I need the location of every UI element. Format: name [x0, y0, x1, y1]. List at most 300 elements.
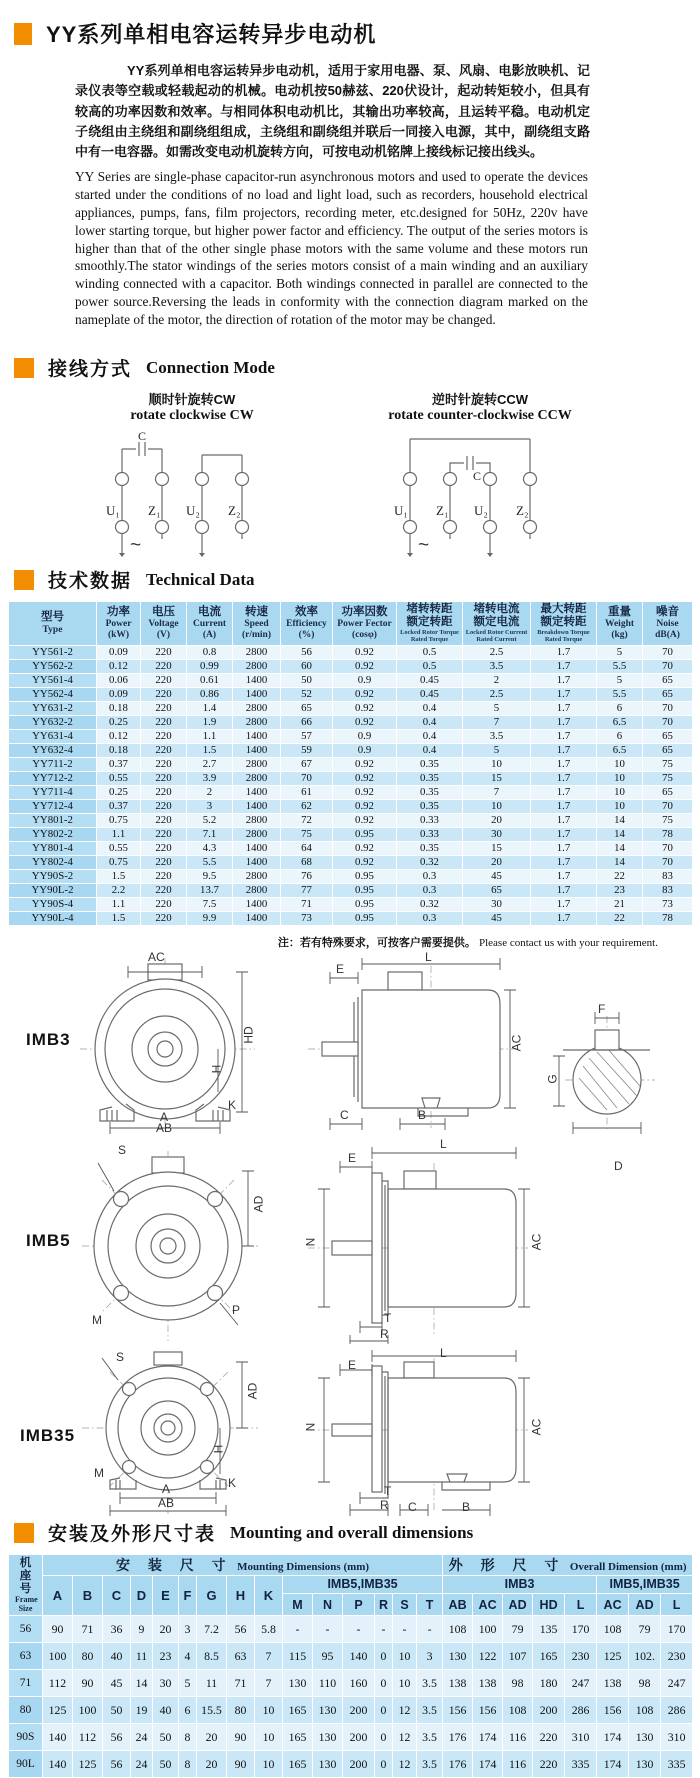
mount-col-header: D	[131, 1575, 153, 1615]
tech-value: 1400	[233, 841, 281, 855]
tech-value: 0.12	[97, 729, 141, 743]
dim-label: AC	[529, 1418, 544, 1435]
section-title-cn: 安装及外形尺寸表	[48, 1524, 217, 1546]
tech-value: 1.7	[531, 757, 597, 771]
tech-value: 1.7	[531, 687, 597, 701]
tech-value: 1.7	[531, 855, 597, 869]
mount-value: 7.2	[197, 1616, 227, 1643]
tech-value: 14	[597, 841, 643, 855]
motor-type: YY801-4	[9, 841, 97, 855]
tech-value: 7.1	[187, 827, 233, 841]
connection-diagrams	[0, 387, 700, 559]
tech-value: 0.95	[333, 911, 397, 925]
tech-value: 30	[463, 897, 531, 911]
tech-value: 1400	[233, 855, 281, 869]
tech-value: 14	[597, 827, 643, 841]
tech-value: 6	[597, 701, 643, 715]
tech-value: 22	[597, 869, 643, 883]
mount-header-row2	[9, 1575, 693, 1593]
mount-value: 63	[227, 1643, 255, 1670]
tech-value: 2800	[233, 883, 281, 897]
page-header	[0, 0, 700, 49]
tech-value: 0.92	[333, 757, 397, 771]
tech-value: 2800	[233, 659, 281, 673]
tech-value: 220	[141, 883, 187, 897]
mount-value: 7	[255, 1643, 283, 1670]
section-title-en: Mounting and overall dimensions	[230, 1522, 474, 1542]
dim-label: R	[380, 1326, 389, 1341]
tech-table-row	[9, 645, 693, 659]
tech-value: 1.1	[187, 729, 233, 743]
mount-value: 50	[153, 1724, 179, 1751]
mount-value: 90	[227, 1724, 255, 1751]
dim-label: A	[162, 1481, 171, 1496]
mount-value: 45	[103, 1670, 131, 1697]
mount-value: 230	[565, 1643, 597, 1670]
mount-col-header: AD	[503, 1594, 533, 1616]
mount-value: 23	[153, 1643, 179, 1670]
tech-table-row	[9, 911, 693, 925]
tech-table-row	[9, 771, 693, 785]
tech-value: 1.4	[187, 701, 233, 715]
mount-table-row	[9, 1670, 693, 1697]
tech-value: 1400	[233, 729, 281, 743]
mount-value: 174	[597, 1724, 629, 1751]
tech-value: 5	[597, 673, 643, 687]
section-mounting-dimensions	[0, 1518, 700, 1548]
tech-value: 20	[463, 855, 531, 869]
mount-col-header: N	[313, 1594, 343, 1616]
mount-col-header: AB	[443, 1594, 473, 1616]
tech-value: 1400	[233, 799, 281, 813]
tech-value: 0.8	[187, 645, 233, 659]
mount-value: 335	[661, 1751, 693, 1778]
mount-value: 56	[103, 1724, 131, 1751]
tech-value: 1.7	[531, 743, 597, 757]
tech-value: 0.37	[97, 757, 141, 771]
tech-value: 0.75	[97, 855, 141, 869]
motor-type: YY90L-4	[9, 911, 97, 925]
mount-value: 4	[179, 1643, 197, 1670]
tech-col-header: 电流 Current (A)	[187, 601, 233, 645]
mount-value: 220	[533, 1751, 565, 1778]
tech-value: 1400	[233, 897, 281, 911]
mount-value: 110	[313, 1670, 343, 1697]
tech-value: 1.7	[531, 771, 597, 785]
tech-value: 0.37	[97, 799, 141, 813]
mount-value: 8	[179, 1724, 197, 1751]
motor-type: YY632-4	[9, 743, 97, 757]
mount-value: 200	[343, 1724, 375, 1751]
mount-value: 3.5	[417, 1670, 443, 1697]
motor-type: YY561-2	[9, 645, 97, 659]
tech-value: 0.25	[97, 715, 141, 729]
ccw-terminal-z2: Z₂	[516, 502, 529, 518]
mount-value: 36	[103, 1616, 131, 1643]
tech-value: 9.9	[187, 911, 233, 925]
mount-value: 10	[255, 1697, 283, 1724]
dim-label: S	[116, 1349, 125, 1364]
tech-value: 0.09	[97, 687, 141, 701]
tech-value: 0.55	[97, 771, 141, 785]
mount-value: 174	[597, 1751, 629, 1778]
ccw-caption: 逆时针旋转CCW rotate counter-clockwise CCW	[388, 391, 572, 423]
tech-value: 2800	[233, 645, 281, 659]
mount-value: 160	[343, 1670, 375, 1697]
motor-type: YY562-2	[9, 659, 97, 673]
mount-value: 11	[197, 1670, 227, 1697]
mount-value: 98	[629, 1670, 661, 1697]
tech-value: 2800	[233, 757, 281, 771]
tech-col-header: 转速 Speed (r/min)	[233, 601, 281, 645]
tech-table-row	[9, 841, 693, 855]
tech-col-header: 噪音 Noise dB(A)	[643, 601, 693, 645]
mount-value: 8.5	[197, 1643, 227, 1670]
mount-col-header: R	[375, 1594, 393, 1616]
tech-value: 13.7	[187, 883, 233, 897]
tech-col-header: 效率 Efficiency (%)	[281, 601, 333, 645]
mount-value: 95	[313, 1643, 343, 1670]
mounting-dimensions-table	[8, 1554, 693, 1778]
tech-value: 5.2	[187, 813, 233, 827]
tech-value: 73	[643, 897, 693, 911]
mount-value: 90	[43, 1616, 73, 1643]
mount-value: 10	[393, 1670, 417, 1697]
tech-value: 65	[643, 673, 693, 687]
ccw-terminal-u1: U₁	[394, 502, 408, 518]
tech-value: 10	[597, 757, 643, 771]
tech-col-header: 电压 Voltage (V)	[141, 601, 187, 645]
mount-table-row	[9, 1643, 693, 1670]
tech-value: 70	[643, 659, 693, 673]
tech-value: 10	[597, 785, 643, 799]
frame-size: 80	[9, 1697, 43, 1724]
tech-table-row	[9, 673, 693, 687]
tech-value: 0.95	[333, 869, 397, 883]
tech-value: 0.92	[333, 771, 397, 785]
mount-value: 12	[393, 1751, 417, 1778]
tech-value: 2800	[233, 701, 281, 715]
tech-value: 1400	[233, 673, 281, 687]
tech-value: 14	[597, 813, 643, 827]
tech-value: 10	[597, 799, 643, 813]
tech-value: 0.99	[187, 659, 233, 673]
tech-value: 0.92	[333, 813, 397, 827]
mount-value: 156	[597, 1697, 629, 1724]
mount-value: 19	[131, 1697, 153, 1724]
tech-value: 220	[141, 743, 187, 757]
mount-value: 112	[43, 1670, 73, 1697]
imb5-label: IMB5	[26, 1230, 71, 1250]
cw-terminal-z1: Z₁	[148, 502, 161, 518]
imb3-shaft-section	[545, 1008, 670, 1135]
tech-value: 0.45	[397, 687, 463, 701]
dim-label: E	[336, 961, 345, 976]
tech-value: 0.32	[397, 897, 463, 911]
motor-type: YY712-2	[9, 771, 97, 785]
mount-value: 286	[565, 1697, 597, 1724]
tech-value: 78	[643, 827, 693, 841]
mount-value: 170	[565, 1616, 597, 1643]
tech-value: 0.92	[333, 841, 397, 855]
dim-label: HD	[241, 1025, 256, 1044]
tech-value: 0.33	[397, 813, 463, 827]
mount-value: 71	[227, 1670, 255, 1697]
mount-value: 200	[343, 1751, 375, 1778]
frame-size: 90L	[9, 1751, 43, 1778]
tech-value: 0.4	[397, 701, 463, 715]
mount-value: 130	[629, 1724, 661, 1751]
mount-value: 0	[375, 1697, 393, 1724]
tech-value: 0.92	[333, 659, 397, 673]
tech-value: 70	[643, 715, 693, 729]
mount-value: 5	[179, 1670, 197, 1697]
tech-value: 0.95	[333, 827, 397, 841]
mount-col-header: H	[227, 1575, 255, 1615]
dim-label: AC	[509, 1034, 524, 1051]
dim-label: A	[160, 1109, 169, 1124]
tech-value: 1.5	[187, 743, 233, 757]
tech-value: 2800	[233, 771, 281, 785]
tech-table-row	[9, 897, 693, 911]
mount-value: 56	[103, 1751, 131, 1778]
tech-value: 73	[281, 911, 333, 925]
dim-label: B	[418, 1107, 427, 1122]
tech-value: 75	[281, 827, 333, 841]
mount-value: 3	[417, 1643, 443, 1670]
tech-value: 2.2	[97, 883, 141, 897]
mount-col-header: L	[565, 1594, 597, 1616]
mount-value: 130	[283, 1670, 313, 1697]
tech-value: 65	[643, 687, 693, 701]
frame-size-header: 机座号 Frame Size	[9, 1554, 43, 1615]
tech-col-header: 堵转转距 额定转距 Locked Rotor Torque Rated Torque	[397, 601, 463, 645]
tech-value: 0.92	[333, 701, 397, 715]
tech-value: 220	[141, 729, 187, 743]
ccw-capacitor-label: C	[473, 468, 482, 483]
dim-label: AD	[245, 1382, 260, 1399]
tech-col-header: 堵转电流 额定电流 Locked Rotor Current Rated Current	[463, 601, 531, 645]
mount-subgroup-header: IMB5,IMB35	[597, 1575, 693, 1593]
mount-value: 165	[533, 1643, 565, 1670]
mount-value: 170	[661, 1616, 693, 1643]
tech-value: 0.35	[397, 757, 463, 771]
tech-value: 0.3	[397, 883, 463, 897]
mount-value: 247	[565, 1670, 597, 1697]
mount-value: 9	[131, 1616, 153, 1643]
tech-value: 1.7	[531, 785, 597, 799]
tech-value: 5	[463, 743, 531, 757]
tech-value: 0.06	[97, 673, 141, 687]
dim-label: L	[440, 1345, 447, 1360]
tech-value: 75	[643, 757, 693, 771]
tech-value: 1400	[233, 785, 281, 799]
dim-label: K	[228, 1097, 237, 1112]
dim-label: AB	[156, 1120, 173, 1135]
tech-value: 4.3	[187, 841, 233, 855]
mount-value: 130	[313, 1751, 343, 1778]
tech-value: 20	[463, 813, 531, 827]
tech-col-header: 功率 Power (kW)	[97, 601, 141, 645]
tech-value: 0.4	[397, 743, 463, 757]
mount-value: 0	[375, 1643, 393, 1670]
mount-value: 108	[503, 1697, 533, 1724]
tech-table-row	[9, 757, 693, 771]
mount-value: 20	[197, 1724, 227, 1751]
imb35-diagram-row	[0, 1345, 700, 1518]
dim-label: C	[340, 1107, 349, 1122]
tech-value: 71	[281, 897, 333, 911]
section-title-en: Connection Mode	[146, 357, 275, 377]
tech-value: 77	[281, 883, 333, 897]
tech-value: 67	[281, 757, 333, 771]
dim-label: H	[211, 1444, 226, 1453]
mount-value: 310	[661, 1724, 693, 1751]
orange-bullet-icon	[14, 1523, 34, 1543]
tech-value: 220	[141, 687, 187, 701]
imb3-label: IMB3	[26, 1029, 71, 1049]
mount-value: -	[417, 1616, 443, 1643]
tech-value: 220	[141, 659, 187, 673]
dim-label: D	[614, 1158, 623, 1173]
mount-value: 71	[73, 1616, 103, 1643]
tech-value: 0.5	[397, 645, 463, 659]
mount-value: 6	[179, 1697, 197, 1724]
tech-value: 45	[463, 869, 531, 883]
mount-value: 20	[197, 1751, 227, 1778]
tech-value: 2.5	[463, 645, 531, 659]
section-title-en: Technical Data	[146, 569, 255, 589]
tech-value: 1.9	[187, 715, 233, 729]
mount-value: 30	[153, 1670, 179, 1697]
tech-table-row	[9, 729, 693, 743]
tech-value: 0.95	[333, 897, 397, 911]
motor-type: YY802-2	[9, 827, 97, 841]
tech-value: 65	[463, 883, 531, 897]
overall-dims-group-header: 外 形 尺 寸 Overall Dimension (mm)	[443, 1554, 693, 1575]
mount-value: 108	[629, 1697, 661, 1724]
mount-value: 165	[283, 1751, 313, 1778]
mount-value: 122	[473, 1643, 503, 1670]
frame-size: 63	[9, 1643, 43, 1670]
tech-table-row	[9, 869, 693, 883]
tech-value: 0.4	[397, 715, 463, 729]
mount-value: 174	[473, 1751, 503, 1778]
tech-value: 1.7	[531, 715, 597, 729]
ccw-terminal-z1: Z₁	[436, 502, 449, 518]
mount-value: 130	[313, 1697, 343, 1724]
mount-value: 130	[313, 1724, 343, 1751]
tech-value: 6.5	[597, 743, 643, 757]
mount-value: 220	[533, 1724, 565, 1751]
mount-value: 90	[227, 1751, 255, 1778]
mount-value: 10	[255, 1724, 283, 1751]
mount-value: 79	[503, 1616, 533, 1643]
dim-label: H	[209, 1064, 224, 1073]
tech-value: 64	[281, 841, 333, 855]
dim-label: AD	[251, 1195, 266, 1212]
mount-value: 80	[73, 1643, 103, 1670]
tech-value: 0.92	[333, 645, 397, 659]
tech-value: 60	[281, 659, 333, 673]
mount-col-header: G	[197, 1575, 227, 1615]
tech-value: 1.5	[97, 869, 141, 883]
tech-table-header-row	[9, 601, 693, 645]
tech-value: 45	[463, 911, 531, 925]
dim-label: C	[408, 1499, 417, 1514]
tech-value: 7	[463, 785, 531, 799]
section-connection-mode	[0, 353, 700, 383]
mount-value: 165	[283, 1724, 313, 1751]
mount-value: -	[283, 1616, 313, 1643]
mount-value: 24	[131, 1751, 153, 1778]
orange-bullet-icon	[14, 358, 34, 378]
mount-value: 5.8	[255, 1616, 283, 1643]
dim-label: T	[384, 1483, 392, 1498]
tech-value: 56	[281, 645, 333, 659]
mount-value: -	[343, 1616, 375, 1643]
mount-col-header: E	[153, 1575, 179, 1615]
mount-value: 116	[503, 1751, 533, 1778]
dim-label: N	[303, 1422, 318, 1431]
mount-value: 90	[73, 1670, 103, 1697]
motor-type: YY801-2	[9, 813, 97, 827]
tech-value: 220	[141, 911, 187, 925]
dim-label: M	[92, 1312, 102, 1327]
tech-value: 10	[463, 757, 531, 771]
tech-value: 1.7	[531, 799, 597, 813]
mount-value: 112	[73, 1724, 103, 1751]
imb3-side-view	[300, 949, 525, 1135]
tech-value: 0.3	[397, 911, 463, 925]
tech-value: 0.12	[97, 659, 141, 673]
mount-value: 102.	[629, 1643, 661, 1670]
tech-value: 70	[643, 841, 693, 855]
dim-label: T	[384, 1310, 392, 1325]
motor-type: YY802-4	[9, 855, 97, 869]
mount-value: 138	[597, 1670, 629, 1697]
tech-value: 10	[463, 799, 531, 813]
dim-label: P	[232, 1302, 241, 1317]
tech-value: 2	[463, 673, 531, 687]
mount-value: 247	[661, 1670, 693, 1697]
mount-value: 230	[661, 1643, 693, 1670]
tech-value: 0.9	[333, 743, 397, 757]
mount-col-header: F	[179, 1575, 197, 1615]
tech-value: 0.92	[333, 715, 397, 729]
mount-value: 0	[375, 1670, 393, 1697]
mount-value: 108	[443, 1616, 473, 1643]
tech-value: 0.09	[97, 645, 141, 659]
tech-value: 1.1	[97, 827, 141, 841]
mount-table-row	[9, 1697, 693, 1724]
mount-value: 130	[443, 1643, 473, 1670]
tech-value: 1.1	[97, 897, 141, 911]
motor-type: YY631-2	[9, 701, 97, 715]
tech-value: 0.61	[187, 673, 233, 687]
mount-value: 174	[473, 1724, 503, 1751]
tech-value: 65	[643, 785, 693, 799]
mount-col-header: C	[103, 1575, 131, 1615]
tech-value: 0.9	[333, 729, 397, 743]
mount-value: 7	[255, 1670, 283, 1697]
tech-value: 15	[463, 841, 531, 855]
tech-value: 0.18	[97, 743, 141, 757]
mount-value: 56	[227, 1616, 255, 1643]
tech-value: 6	[597, 729, 643, 743]
tech-value: 220	[141, 771, 187, 785]
mount-value: 40	[153, 1697, 179, 1724]
